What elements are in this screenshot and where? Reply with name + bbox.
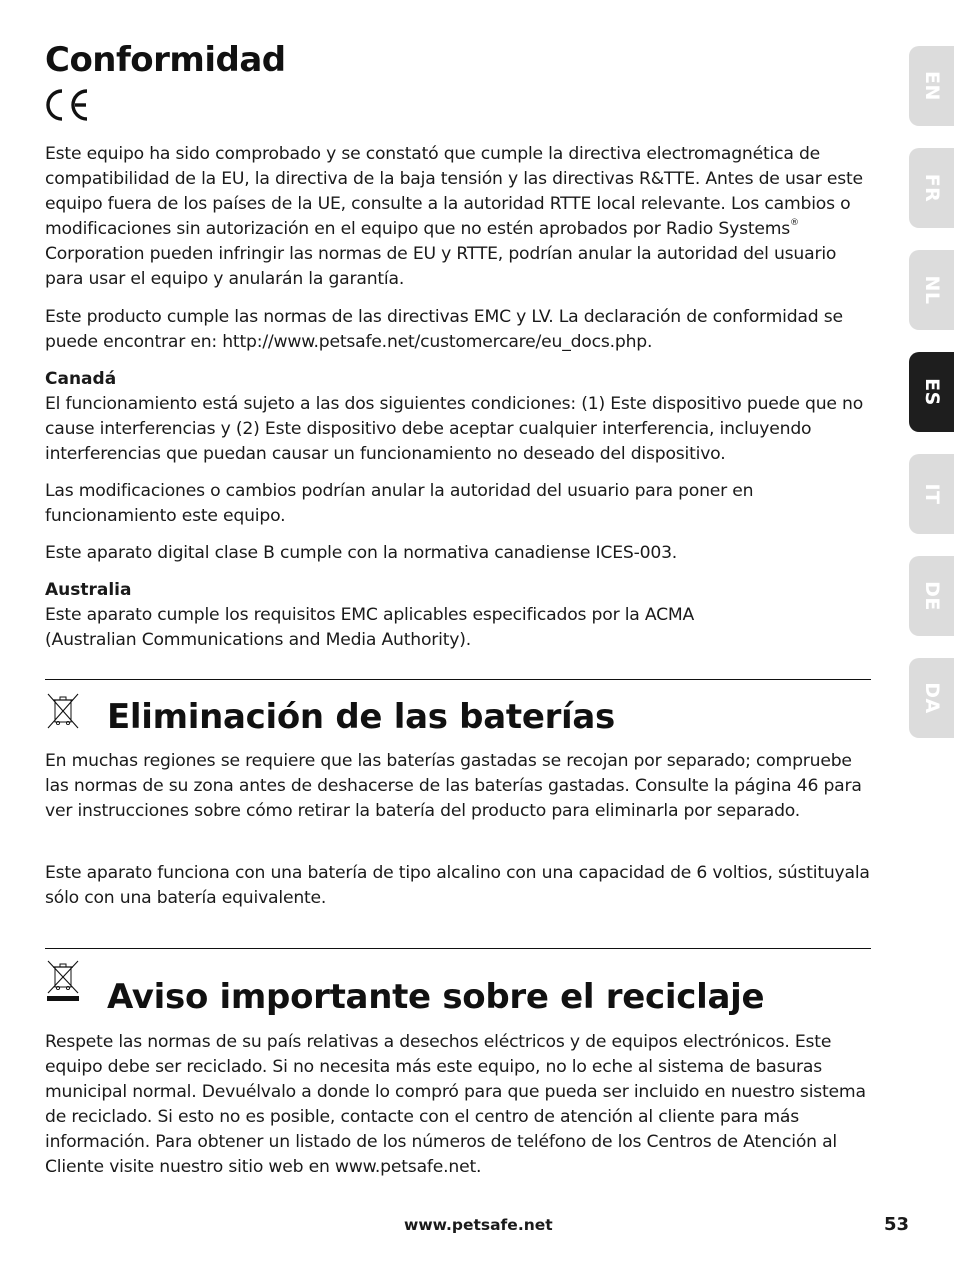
australia-paragraph: Este aparato cumple los requisitos EMC aplicables especificados por la ACMA (Australian Communications and Media Authority). xyxy=(45,605,695,650)
canada-heading: Canadá xyxy=(45,369,117,389)
baterias-paragraph-2: Este aparato funciona con una batería de tipo alcalino con una capacidad de 6 voltios, sústituyala sólo con una batería equivalente. xyxy=(45,863,870,908)
reciclaje-heading: Aviso importante sobre el reciclaje xyxy=(107,977,765,1017)
canada-section xyxy=(45,367,875,467)
section-divider xyxy=(45,948,871,949)
tab-it[interactable]: IT xyxy=(909,454,954,534)
tab-fr[interactable]: FR xyxy=(909,148,954,228)
conformidad-heading: Conformidad xyxy=(45,40,286,80)
footer-url[interactable]: www.petsafe.net xyxy=(404,1216,553,1234)
registered-mark: ® xyxy=(790,218,799,228)
tab-de[interactable]: DE xyxy=(909,556,954,636)
canada-paragraph-2: Las modificaciones o cambios podrían anular la autoridad del usuario para poner en funcionamiento este equipo. xyxy=(45,481,754,526)
conformidad-text-1-tail: Corporation pueden infringir las normas de EU y RTTE, podrían anular la autoridad del usuario para usar el equipo y anularán la garantía. xyxy=(45,244,837,289)
tab-es[interactable]: ES xyxy=(909,352,954,432)
australia-heading: Australia xyxy=(45,580,132,600)
section-divider xyxy=(45,679,871,680)
baterias-heading: Eliminación de las baterías xyxy=(107,697,615,737)
crossed-bin-with-bar-icon xyxy=(45,960,81,1002)
canada-paragraph-1: El funcionamiento está sujeto a las dos siguientes condiciones: (1) Este dispositivo puede que no cause interferencias y (2) Este dispositivo debe aceptar cualquier interferencia, incluyendo interferencias que puedan causar un funcionamiento no deseado del dispositivo. xyxy=(45,394,864,464)
conformidad-paragraph-1 xyxy=(45,142,875,292)
baterias-paragraph-1: En muchas regiones se requiere que las baterías gastadas se recojan por separado; compruebe las normas de su zona antes de deshacerse de las baterías gastadas. Consulte la página 46 para ver instrucciones sobre cómo retirar la batería del producto para eliminarla por separado. xyxy=(45,751,862,821)
australia-section xyxy=(45,578,765,653)
conformidad-paragraph-2: Este producto cumple las normas de las directivas EMC y LV. La declaración de conformidad se puede encontrar en: http://www.petsafe.net/customercare/eu_docs.php. xyxy=(45,307,843,352)
tab-nl[interactable]: NL xyxy=(909,250,954,330)
crossed-bin-icon xyxy=(45,692,81,732)
conformidad-text-1: Este equipo ha sido comprobado y se constató que cumple la directiva electromagnética de compatibilidad de la EU, la directiva de la baja tensión y las directivas R&TTE. Antes de usar este equipo fuera de los países de la UE, consulte a la autoridad RTTE local relevante. Los cambios o modificaciones sin autorización en el equipo que no estén aprobados por Radio Systems xyxy=(45,144,863,239)
reciclaje-paragraph: Respete las normas de su país relativas a desechos eléctricos y de equipos electrónicos. Este equipo debe ser reciclado. Si no necesita más este equipo, no lo eche al sistema de basuras municipal normal. Devuélvalo a donde lo compró para que pueda ser incluido en nuestro sistema de reciclado. Si esto no es posible, contacte con el centro de atención al cliente para más información. Para obtener un listado de los números de teléfono de los Centros de Atención al Cliente visite nuestro sitio web en www.petsafe.net. xyxy=(45,1032,866,1177)
canada-paragraph-3: Este aparato digital clase B cumple con la normativa canadiense ICES-003. xyxy=(45,543,678,563)
page-number: 53 xyxy=(884,1214,910,1235)
ce-mark-icon xyxy=(45,88,91,122)
tab-en[interactable]: EN xyxy=(909,46,954,126)
tab-da[interactable]: DA xyxy=(909,658,954,738)
